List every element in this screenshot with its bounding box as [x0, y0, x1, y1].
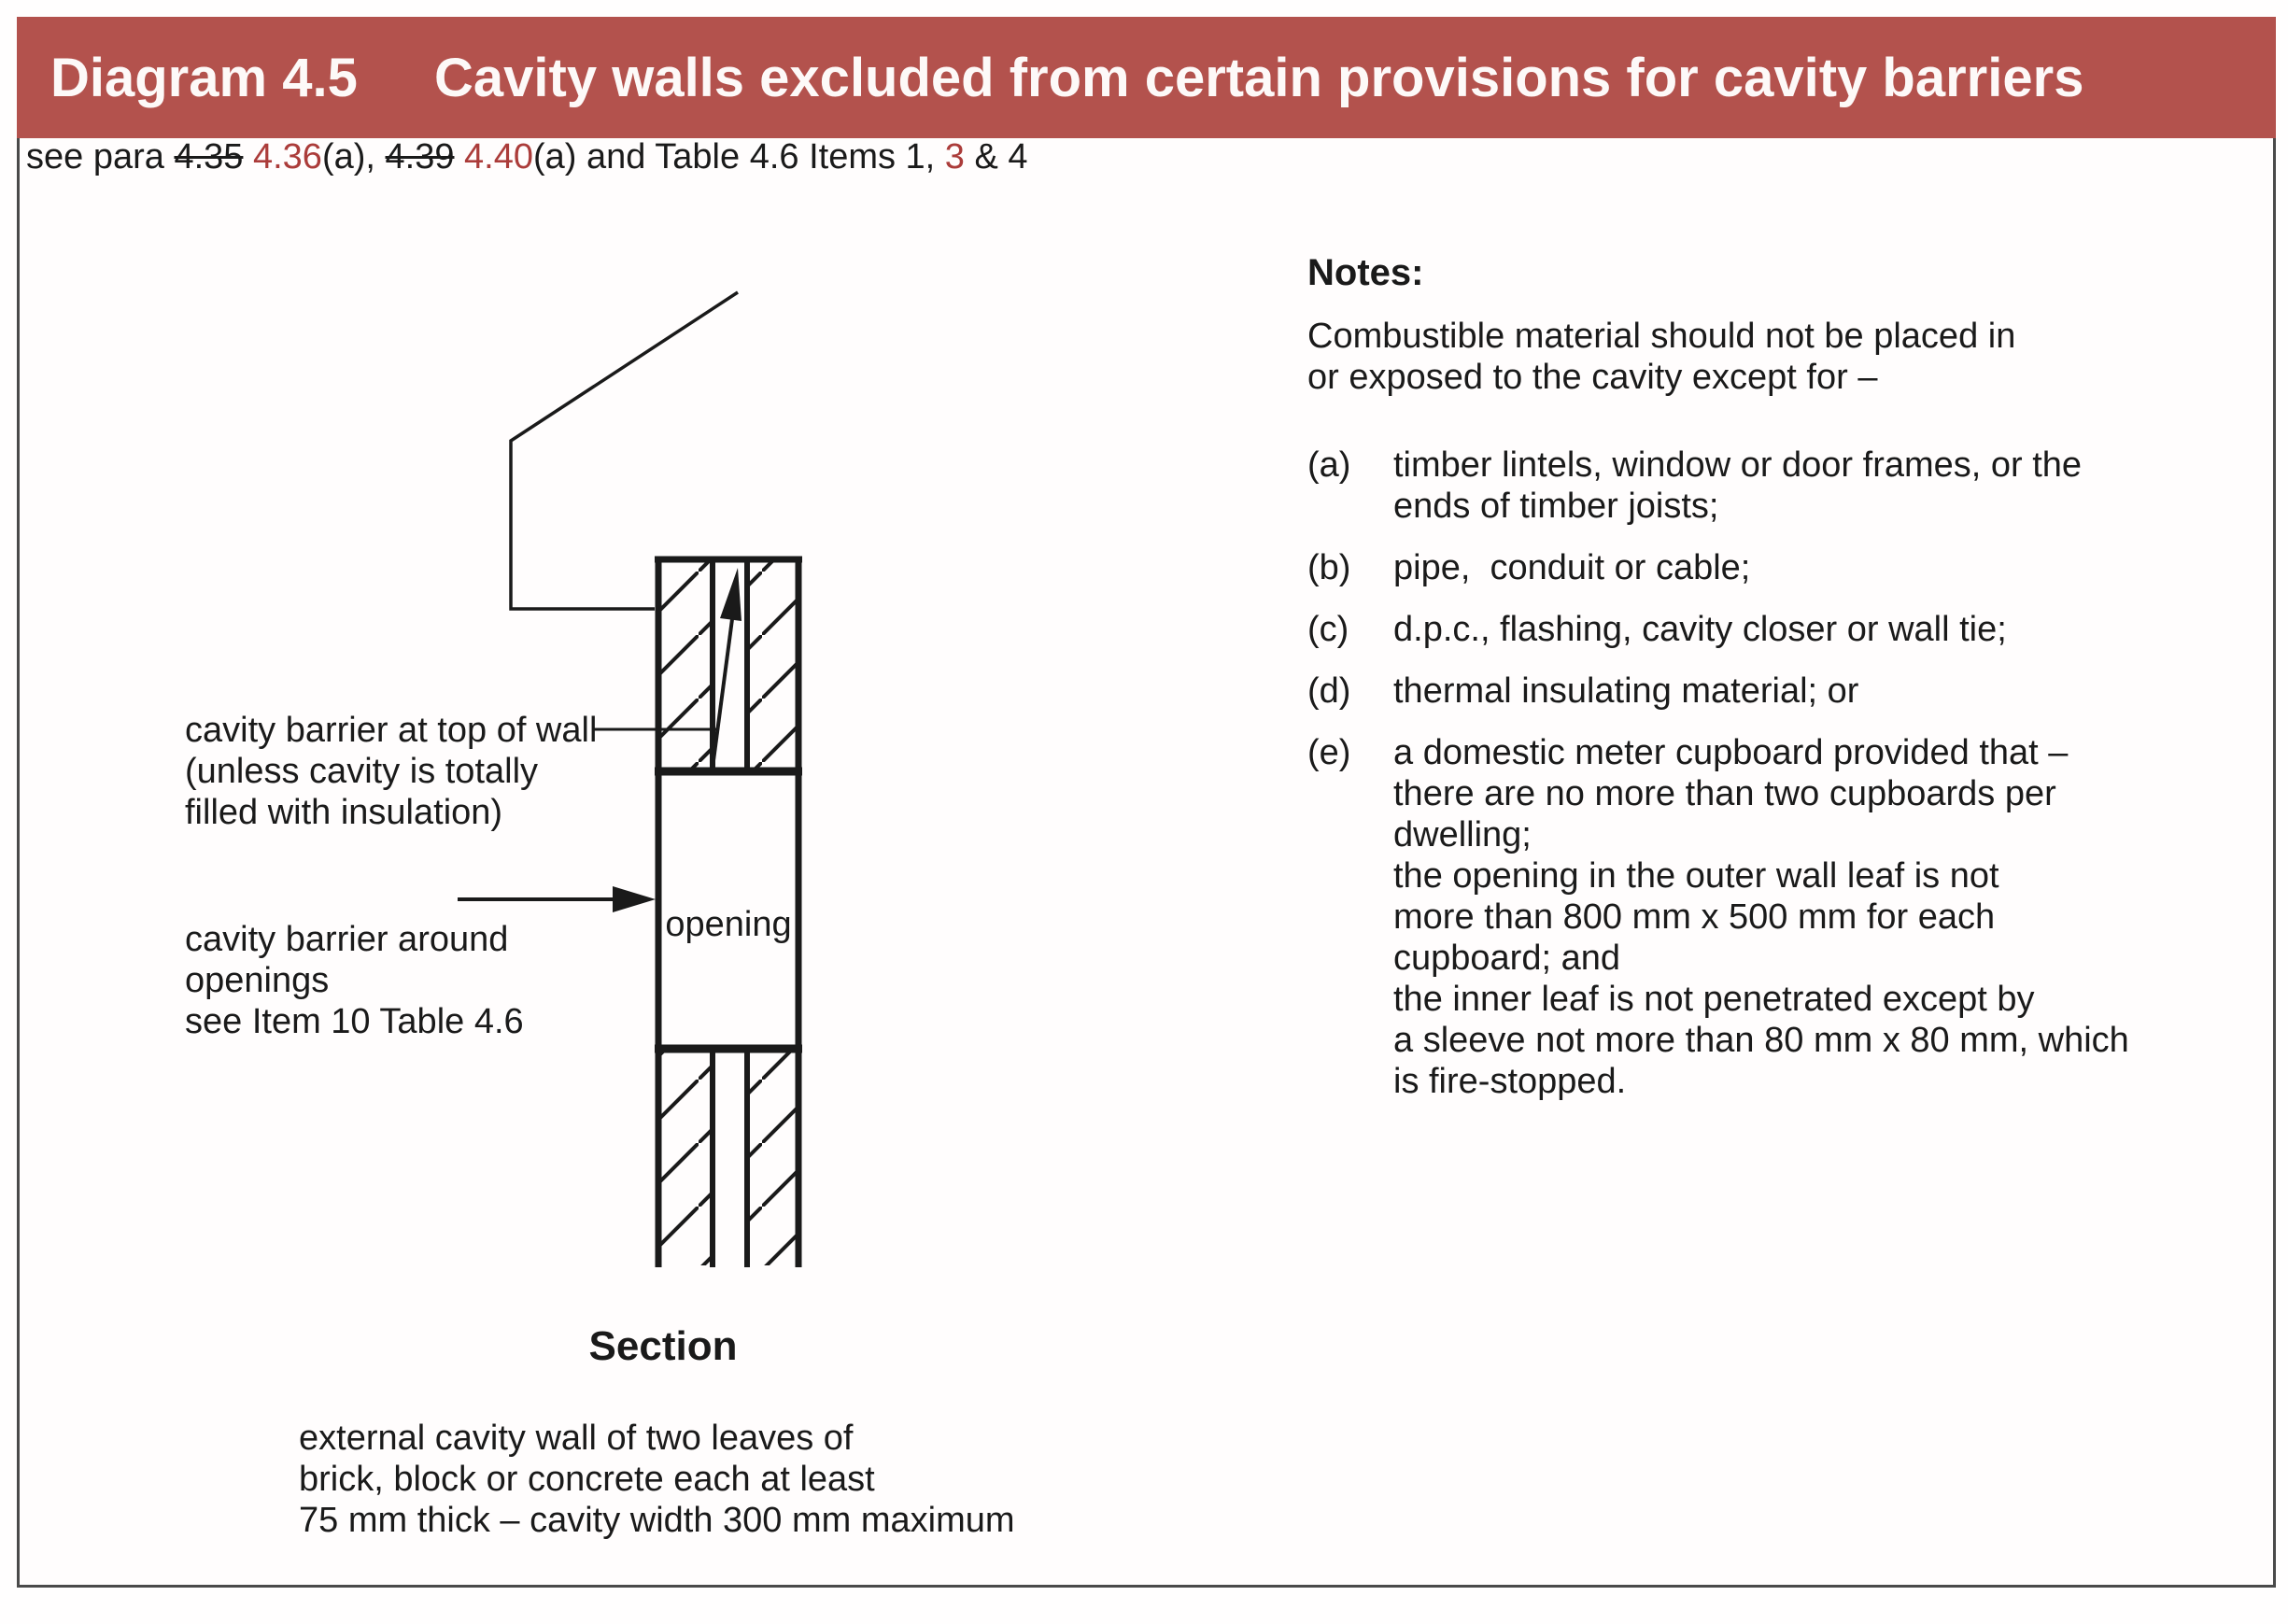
label-line: cavity barrier around	[185, 920, 509, 959]
diagram-title: Cavity walls excluded from certain provisions for cavity barriers	[434, 47, 2084, 108]
note-line: a sleeve not more than 80 mm x 80 mm, which	[1393, 1021, 2129, 1060]
note-line: more than 800 mm x 500 mm for each	[1393, 897, 1996, 937]
note-text	[1393, 445, 2269, 527]
reference-segment: see para	[26, 137, 175, 177]
note-marker: (a)	[1307, 445, 1351, 485]
note-item-d	[1307, 671, 2269, 712]
label-line: (unless cavity is totally	[185, 752, 539, 791]
notes-panel	[1307, 250, 2269, 1123]
wall-caption	[299, 1418, 1015, 1541]
caption-line: brick, block or concrete each at least	[299, 1460, 875, 1499]
notes-intro-line: Combustible material should not be placed in	[1307, 317, 2016, 356]
opening-label: opening	[665, 905, 792, 944]
cavity-arrow	[713, 568, 741, 768]
note-item-a	[1307, 445, 2269, 527]
label-line: openings	[185, 961, 330, 1000]
note-line: thermal insulating material; or	[1393, 671, 1859, 711]
note-marker: (b)	[1307, 548, 1351, 587]
note-marker: (c)	[1307, 610, 1349, 649]
diagram-number: Diagram 4.5	[50, 47, 358, 108]
notes-intro	[1307, 316, 2269, 398]
caption-line: 75 mm thick – cavity width 300 mm maximum	[299, 1501, 1015, 1540]
label-line: filled with insulation)	[185, 793, 503, 832]
note-item-b	[1307, 547, 2269, 588]
opening-barrier-label	[185, 919, 524, 1042]
reference-segment: (a) and Table 4.6 Items 1,	[533, 137, 945, 177]
note-line: there are no more than two cupboards per	[1393, 774, 2056, 813]
note-line: ends of timber joists;	[1393, 487, 1719, 526]
notes-heading: Notes:	[1307, 252, 1424, 293]
note-item-c	[1307, 609, 2269, 650]
note-line: the inner leaf is not penetrated except by	[1393, 980, 2035, 1019]
reference-segment-amended: 4.36	[252, 137, 322, 177]
note-marker: (d)	[1307, 671, 1351, 711]
note-text	[1393, 609, 2269, 650]
section-heading: Section	[588, 1323, 738, 1369]
note-line: dwelling;	[1393, 815, 1532, 854]
reference-segment-struck: 4.35	[174, 137, 244, 177]
note-line: d.p.c., flashing, cavity closer or wall tie;	[1393, 610, 2007, 649]
note-line: cupboard; and	[1393, 939, 1620, 978]
caption-line: external cavity wall of two leaves of	[299, 1419, 854, 1458]
label-line: see Item 10 Table 4.6	[185, 1002, 524, 1041]
note-text	[1393, 732, 2269, 1102]
wall-outer-leaf-bottom	[661, 1052, 710, 1265]
note-line: pipe, conduit or cable;	[1393, 548, 1751, 587]
note-item-e	[1307, 732, 2269, 1102]
reference-segment-struck: 4.39	[385, 137, 455, 177]
note-text	[1393, 671, 2269, 712]
wall-outer-leaf-top	[661, 562, 710, 768]
note-marker: (e)	[1307, 733, 1351, 772]
note-line: a domestic meter cupboard provided that –	[1393, 733, 2069, 772]
note-text	[1393, 547, 2269, 588]
reference-segment-amended: 4.40	[464, 137, 534, 177]
reference-segment: (a),	[321, 137, 386, 177]
reference-segment: & 4	[964, 137, 1028, 177]
wall-inner-leaf-bottom	[750, 1052, 796, 1265]
reference-segment-amended: 3	[944, 137, 965, 177]
opening-arrow	[458, 886, 656, 912]
note-line: is fire-stopped.	[1393, 1062, 1627, 1101]
label-line: cavity barrier at top of wall	[185, 711, 598, 750]
notes-intro-line: or exposed to the cavity except for –	[1307, 358, 1878, 397]
wall-inner-leaf-top	[750, 562, 796, 768]
top-barrier-label	[185, 710, 597, 833]
note-line: the opening in the outer wall leaf is not	[1393, 856, 1999, 896]
note-line: timber lintels, window or door frames, or the	[1393, 445, 2083, 485]
